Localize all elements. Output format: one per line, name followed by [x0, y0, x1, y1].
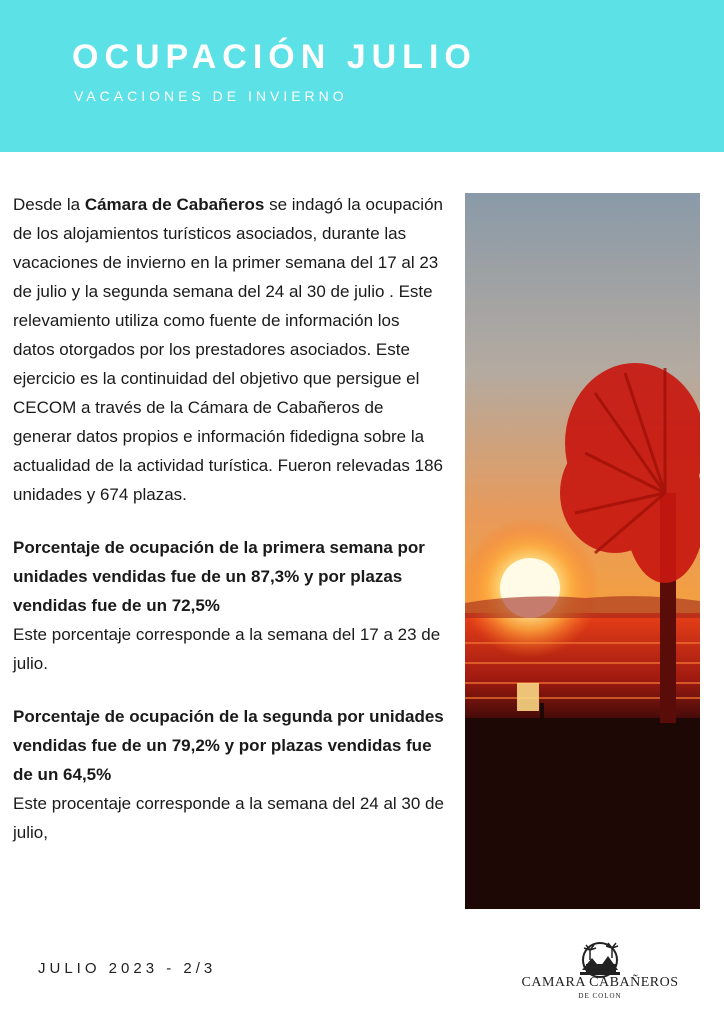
- intro-post: se indagó la ocupación de los alojamientos turísticos asociados, durante las vacaciones de invierno en la primer semana del 17 al 23 de julio y la segunda semana del 24 al 30 de julio . Este relevamiento utiliza como fuente de información los datos otorgados por los prestadores asociados. Este ejercicio es la continuidad del objetivo que persigue el CECOM a través de la Cámara de Cabañeros de generar datos propios e información fidedigna sobre la actualidad de la actividad turística. Fueron relevadas 186 unidades y 674 plazas.: [13, 195, 443, 504]
- intro-pre: Desde la: [13, 195, 85, 214]
- page-subtitle: VACACIONES DE INVIERNO: [74, 88, 348, 104]
- org-name: Cámara de Cabañeros: [84, 195, 265, 214]
- cabin-logo-icon: [520, 938, 680, 978]
- body-text: [13, 190, 445, 847]
- sunset-illustration: [465, 193, 700, 909]
- page-title: OCUPACIÓN JULIO: [72, 38, 477, 76]
- week2-note: Este procentaje corresponde a la semana del 24 al 30 de julio,: [13, 794, 444, 842]
- camara-logo: [520, 938, 680, 1018]
- sunset-palm-photo: [465, 193, 700, 909]
- footer-date: JULIO 2023 - 2/3: [38, 960, 217, 977]
- logo-name: CAMARA CABAÑEROS: [521, 975, 679, 990]
- week1-heading: Porcentaje de ocupación de la primera semana por unidades vendidas fue de un 87,3% y por plazas vendidas fue de un 72,5%: [13, 538, 425, 615]
- logo-tagline: DE COLON: [578, 992, 622, 1000]
- week2-heading: Porcentaje de ocupación de la segunda por unidades vendidas fue de un 79,2% y por plazas vendidas fue de un 64,5%: [13, 707, 444, 784]
- header-banner: [0, 0, 724, 152]
- intro-paragraph: [13, 190, 445, 509]
- week1-note: Este porcentaje corresponde a la semana del 17 a 23 de julio.: [13, 625, 441, 673]
